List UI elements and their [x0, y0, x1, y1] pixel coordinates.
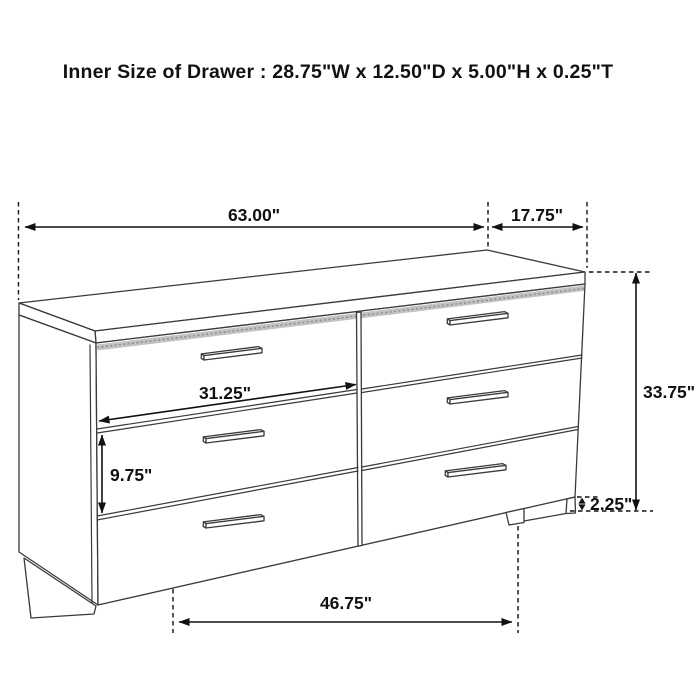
- dimension-label: 9.75": [110, 465, 153, 485]
- dimension-total-depth: [492, 205, 583, 227]
- dimension-label: 46.75": [319, 593, 373, 613]
- arrow-down-icon: [578, 504, 585, 510]
- dimension-base-width: [179, 593, 512, 622]
- dimension-label: 2.25": [590, 494, 633, 514]
- dimension-label: 31.25": [198, 383, 252, 403]
- dimension-label: 33.75": [643, 382, 696, 402]
- dresser-side-panel: [19, 315, 98, 605]
- dresser-base-bottom-edge: [524, 514, 566, 522]
- arrow-up-icon: [578, 498, 585, 504]
- dresser-illustration: [19, 250, 585, 618]
- dimension-label: 17.75": [510, 205, 564, 225]
- center-divider: [357, 312, 363, 546]
- dimension-total-height: [636, 273, 695, 510]
- page-title: Inner Size of Drawer : 28.75"W x 12.50"D x 5.00"H x 0.25"T: [62, 61, 614, 83]
- dimension-label: 63.00": [227, 205, 281, 225]
- dimension-total-width: [25, 205, 484, 227]
